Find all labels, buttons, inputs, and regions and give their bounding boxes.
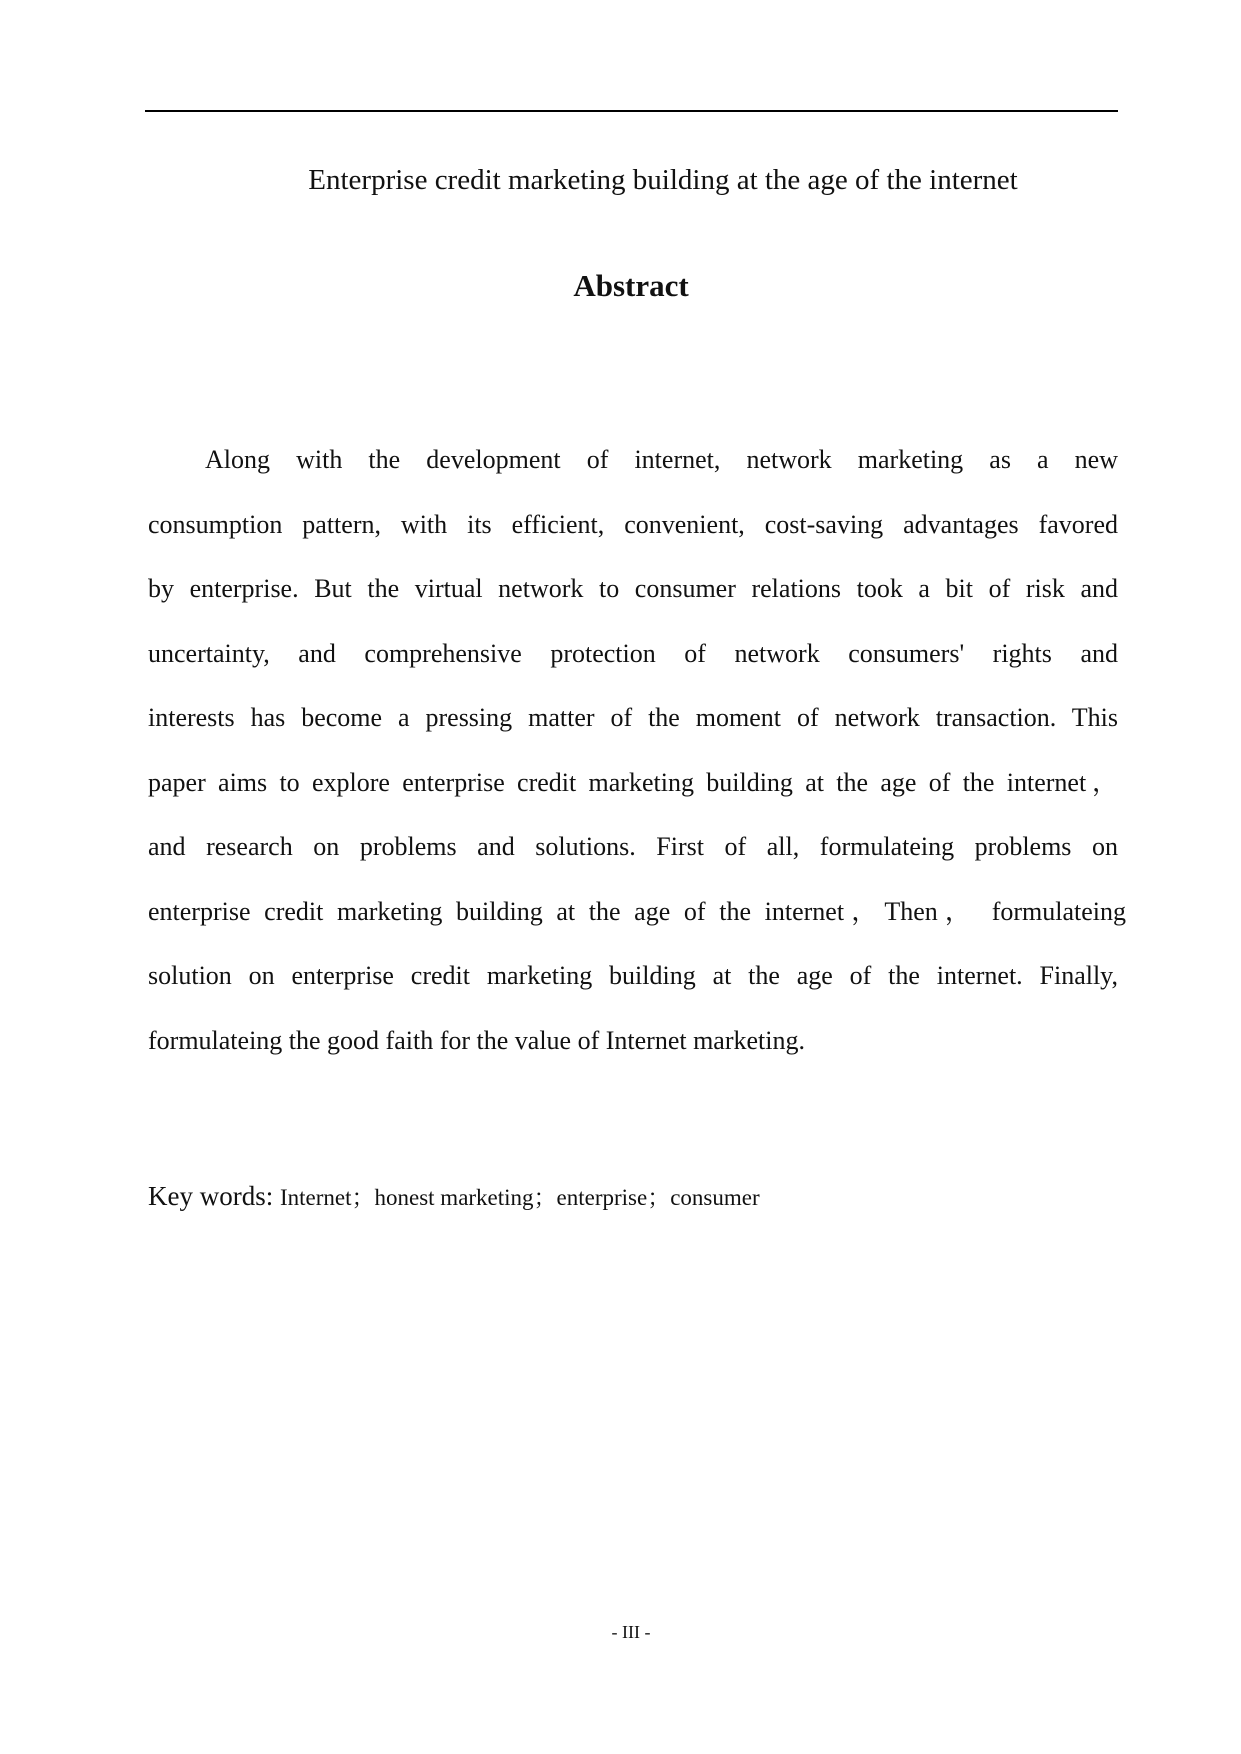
abstract-body	[148, 428, 1126, 1073]
abstract-line: and research on problems and solutions. First of all, formulateing problems on	[148, 832, 1118, 861]
keywords	[148, 1178, 760, 1216]
abstract-line: by enterprise. But the virtual network to consumer relations took a bit of risk and	[148, 574, 1118, 603]
abstract-heading: Abstract	[573, 268, 689, 303]
abstract-line: paper aims to explore enterprise credit marketing building at the age of the internet，	[148, 767, 1118, 797]
document-title: Enterprise credit marketing building at the age of the internet	[308, 164, 1018, 196]
header-rule	[145, 110, 1118, 112]
abstract-line: Along with the development of internet, network marketing as a new	[205, 445, 1118, 474]
abstract-line: formulateing the good faith for the value of Internet marketing.	[148, 1025, 805, 1055]
abstract-line: consumption pattern, with its efficient, convenient, cost-saving advantages favored	[148, 509, 1118, 539]
abstract-line: solution on enterprise credit marketing building at the age of the internet. Finally,	[148, 961, 1118, 990]
abstract-line: enterprise credit marketing building at the age of the internet，Then， formulateing	[148, 896, 1126, 926]
abstract-line: interests has become a pressing matter of the moment of network transaction. This	[148, 703, 1118, 732]
abstract-line: uncertainty, and comprehensive protection of network consumers' rights and	[148, 638, 1118, 668]
page-number: - III -	[611, 1622, 651, 1642]
keywords-values: Internet；honest marketing；enterprise；consumer	[279, 1185, 760, 1210]
keywords-label: Key words:	[148, 1181, 280, 1211]
